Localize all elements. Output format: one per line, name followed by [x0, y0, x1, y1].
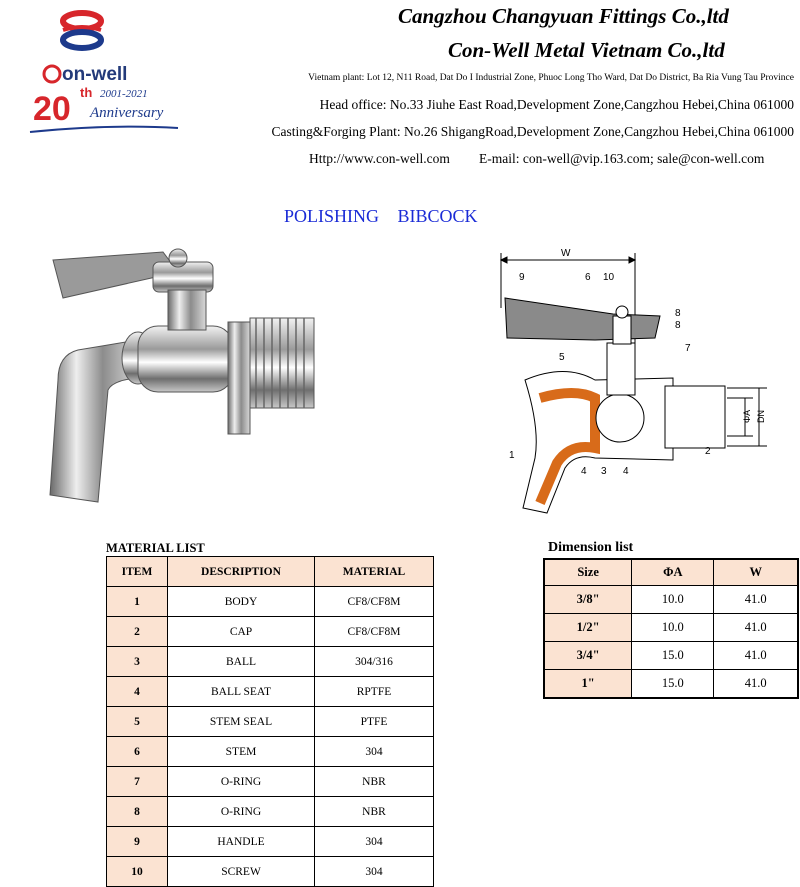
drawing-dn-label: DN	[756, 410, 766, 423]
drawing-handle-icon	[505, 298, 660, 340]
material-cell: 304	[315, 827, 434, 857]
table-header-row	[107, 557, 434, 587]
description-cell: SCREW	[168, 857, 315, 887]
material-cell: NBR	[315, 797, 434, 827]
item-cell: 10	[107, 857, 168, 887]
phi-a-cell: 10.0	[632, 586, 714, 614]
size-cell: 1/2"	[544, 614, 632, 642]
table-row	[107, 857, 434, 887]
company-logo	[0, 0, 195, 140]
drawing-w-label: W	[561, 248, 571, 259]
drawing-part-label: 5	[559, 352, 565, 363]
material-cell: 304/316	[315, 647, 434, 677]
casting-plant-address: Casting&Forging Plant: No.26 ShigangRoad,Development Zone,Cangzhou Hebei,China 061000	[271, 124, 794, 139]
column-header: ΦA	[632, 559, 714, 586]
phi-a-cell: 15.0	[632, 670, 714, 699]
table-row	[544, 586, 798, 614]
table-row	[544, 614, 798, 642]
company-name-cangzhou: Cangzhou Changyuan Fittings Co.,ltd	[398, 4, 729, 28]
material-cell: 304	[315, 737, 434, 767]
dimension-list-caption: Dimension list	[548, 540, 634, 555]
description-cell: CAP	[168, 617, 315, 647]
material-cell: RPTFE	[315, 677, 434, 707]
product-photo	[28, 240, 328, 510]
item-cell: 6	[107, 737, 168, 767]
item-cell: 2	[107, 617, 168, 647]
drawing-phi-a-label: ΦA	[742, 409, 752, 423]
item-cell: 9	[107, 827, 168, 857]
logo-anniversary-suffix: th	[80, 85, 93, 100]
thread-icon	[250, 318, 314, 408]
dimension-table	[543, 558, 799, 699]
w-cell: 41.0	[714, 670, 798, 699]
drawing-part-label: 1	[509, 450, 515, 461]
table-row	[107, 827, 434, 857]
column-header: Size	[544, 559, 632, 586]
item-cell: 4	[107, 677, 168, 707]
item-cell: 1	[107, 587, 168, 617]
description-cell: BALL SEAT	[168, 677, 315, 707]
material-cell: PTFE	[315, 707, 434, 737]
description-cell: O-RING	[168, 797, 315, 827]
table-row	[107, 677, 434, 707]
drawing-part-label: 9	[519, 272, 525, 283]
table-row	[107, 647, 434, 677]
drawing-part-label: 4	[581, 466, 587, 477]
size-cell: 3/8"	[544, 586, 632, 614]
material-cell: NBR	[315, 767, 434, 797]
item-cell: 3	[107, 647, 168, 677]
drawing-part-label: 8	[675, 308, 681, 319]
material-cell: CF8/CF8M	[315, 587, 434, 617]
drawing-part-label: 4	[623, 466, 629, 477]
item-cell: 8	[107, 797, 168, 827]
material-cell: 304	[315, 857, 434, 887]
table-row	[544, 642, 798, 670]
phi-a-cell: 10.0	[632, 614, 714, 642]
column-header: DESCRIPTION	[168, 557, 315, 587]
drawing-part-label: 7	[685, 343, 691, 354]
description-cell: HANDLE	[168, 827, 315, 857]
handle-icon	[53, 249, 213, 330]
w-cell: 41.0	[714, 642, 798, 670]
w-cell: 41.0	[714, 586, 798, 614]
material-list-caption: MATERIAL LIST	[106, 541, 205, 555]
logo-anniversary-number: 20	[33, 90, 71, 128]
drawing-part-label: 2	[705, 446, 711, 457]
vietnam-plant-address: Vietnam plant: Lot 12, N11 Road, Dat Do I Industrial Zone, Phuoc Long Tho Ward, Dat Do District, Ba Ria Vung Tau Province	[308, 73, 794, 83]
table-row	[107, 587, 434, 617]
product-title: POLISHING BIBCOCK	[284, 206, 478, 226]
description-cell: BALL	[168, 647, 315, 677]
description-cell: STEM SEAL	[168, 707, 315, 737]
table-row	[107, 797, 434, 827]
description-cell: STEM	[168, 737, 315, 767]
material-table	[106, 556, 434, 887]
email-contact[interactable]: E-mail: con-well@vip.163.com; sale@con-well.com	[479, 151, 765, 166]
technical-drawing	[495, 238, 785, 538]
drawing-part-label: 6	[585, 272, 591, 283]
valve-body-icon	[122, 318, 314, 434]
material-cell: CF8/CF8M	[315, 617, 434, 647]
logo-emblem-icon	[63, 13, 101, 48]
drawing-part-label: 8	[675, 320, 681, 331]
table-header-row	[544, 559, 798, 586]
table-row	[107, 617, 434, 647]
item-cell: 5	[107, 707, 168, 737]
phi-a-cell: 15.0	[632, 642, 714, 670]
website-link[interactable]: Http://www.con-well.com	[309, 151, 450, 166]
logo-c-ring-icon	[44, 66, 60, 82]
table-row	[107, 737, 434, 767]
logo-years: 2001-2021	[100, 88, 148, 100]
head-office-address: Head office: No.33 Jiuhe East Road,Development Zone,Cangzhou Hebei,China 061000	[319, 97, 794, 112]
description-cell: O-RING	[168, 767, 315, 797]
drawing-part-label: 3	[601, 466, 607, 477]
logo-brand-text: on-well	[62, 64, 128, 85]
size-cell: 1"	[544, 670, 632, 699]
table-row	[544, 670, 798, 699]
w-cell: 41.0	[714, 614, 798, 642]
item-cell: 7	[107, 767, 168, 797]
description-cell: BODY	[168, 587, 315, 617]
table-row	[107, 707, 434, 737]
table-row	[107, 767, 434, 797]
column-header: W	[714, 559, 798, 586]
drawing-part-label: 10	[603, 272, 615, 283]
column-header: MATERIAL	[315, 557, 434, 587]
size-cell: 3/4"	[544, 642, 632, 670]
company-name-vietnam: Con-Well Metal Vietnam Co.,ltd	[448, 38, 725, 62]
column-header: ITEM	[107, 557, 168, 587]
logo-anniversary-word: Anniversary	[90, 105, 164, 121]
